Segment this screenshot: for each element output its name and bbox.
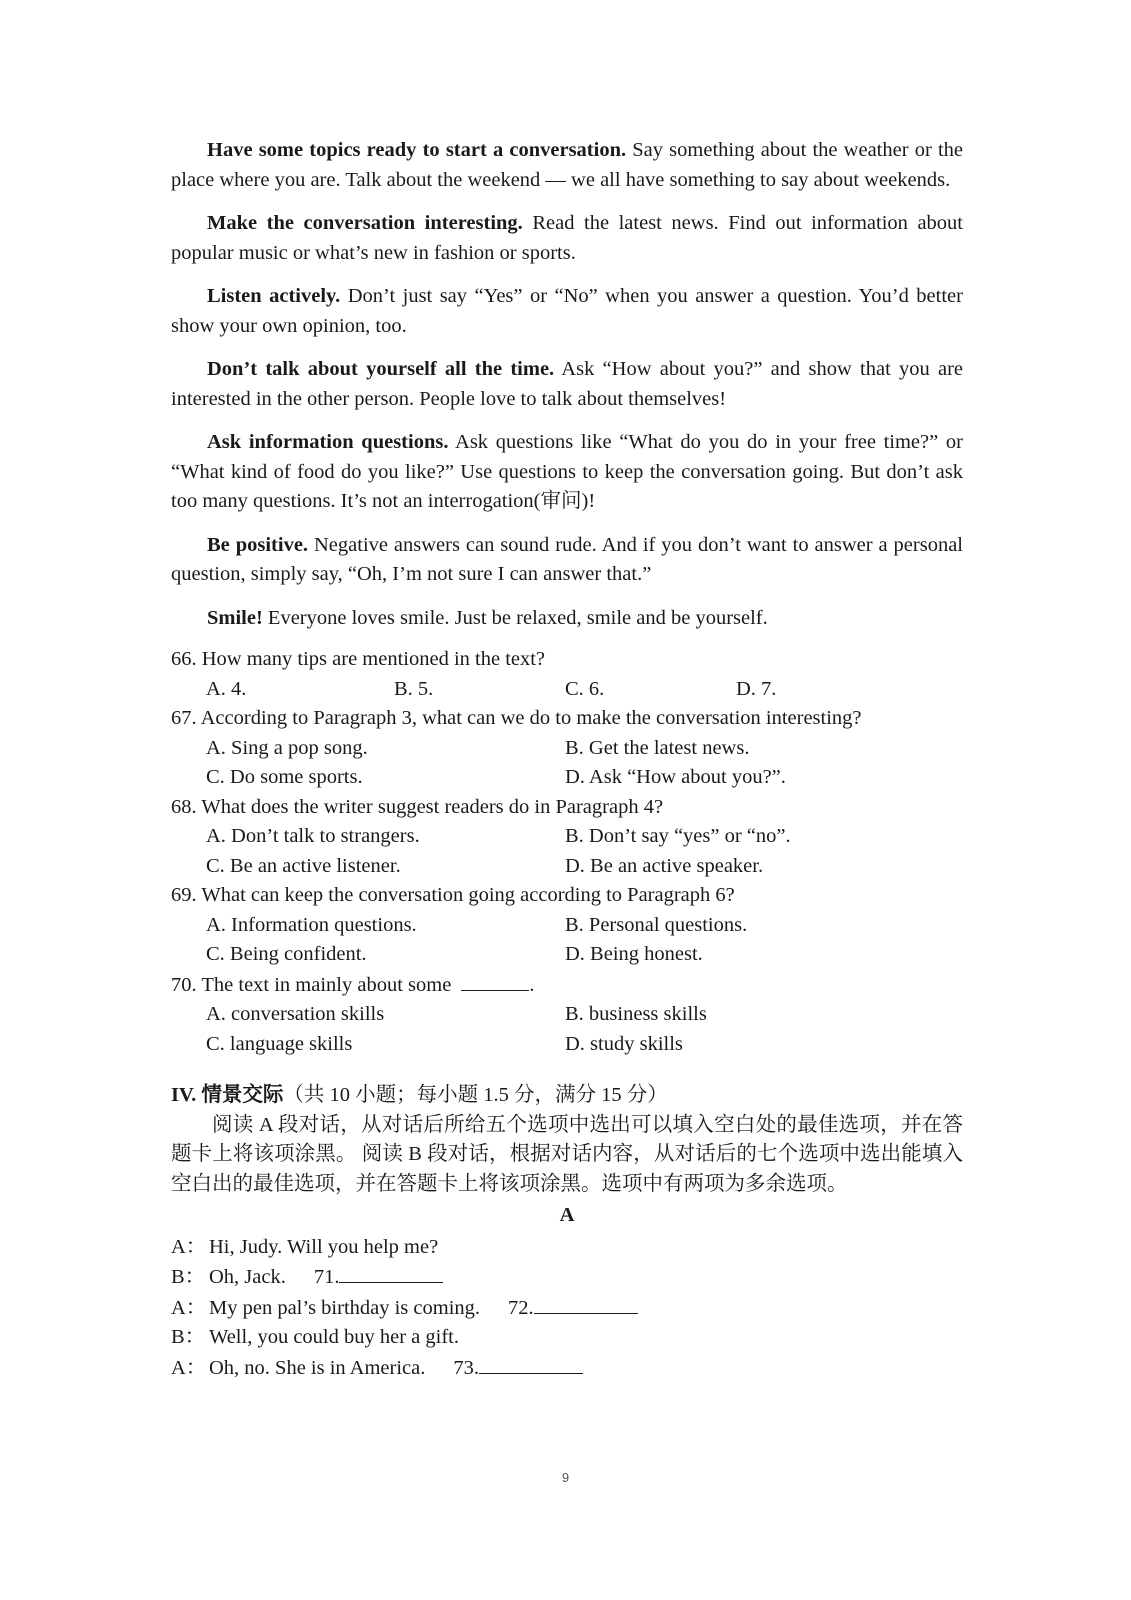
question-stem-end: .	[529, 973, 535, 996]
answer-blank	[461, 970, 529, 991]
tip-heading: Don’t talk about yourself all the time.	[207, 358, 555, 380]
passage-paragraph	[171, 531, 963, 590]
tip-heading: Ask information questions.	[207, 431, 449, 453]
option-c: C. 6.	[565, 677, 605, 700]
answer-blank	[479, 1353, 583, 1374]
question-options	[171, 940, 963, 970]
tip-body: Ask “How about you?” and show that you are interested in the other person. People love to talk about themselves!	[171, 358, 963, 410]
section-heading	[171, 1081, 963, 1111]
question-options	[171, 734, 963, 764]
option-c: C. Be an active listener.	[206, 854, 401, 877]
question-options	[171, 852, 963, 882]
tip-heading: Smile!	[207, 606, 263, 629]
question-68	[171, 793, 963, 882]
line-text: Hi, Judy. Will you help me?	[209, 1235, 439, 1258]
answer-blank	[339, 1262, 443, 1283]
line-text: Oh, no. She is in America.	[209, 1356, 426, 1379]
dialogue-line	[171, 1323, 963, 1353]
dialogue-line	[171, 1353, 963, 1384]
question-67	[171, 704, 963, 793]
tip-body: Negative answers can sound rude. And if you don’t want to answer a personal question, simply say, “Oh, I’m not sure I can answer that.”	[171, 533, 964, 585]
option-d: D. Ask “How about you?”.	[565, 766, 786, 788]
question-stem-line	[171, 970, 963, 1001]
speaker: B：	[171, 1326, 206, 1348]
question-options	[171, 911, 963, 941]
question-69	[171, 881, 963, 970]
tip-body: Read the latest news. Find out information about popular music or what’s new in fashion or sports.	[171, 212, 963, 264]
section-scoring: （共 10 小题；每小题 1.5 分，满分 15 分）	[283, 1084, 668, 1106]
option-b: B. business skills	[565, 1003, 707, 1025]
dialogue-line	[171, 1293, 963, 1324]
passage-paragraph	[171, 282, 963, 341]
question-list	[171, 645, 963, 1059]
question-stem: 69. What can keep the conversation going according to Paragraph 6?	[171, 884, 735, 906]
option-a: A. Sing a pop song.	[206, 736, 368, 759]
option-b: B. Personal questions.	[565, 913, 748, 936]
dialogue-line	[171, 1233, 963, 1263]
speaker: A：	[171, 1235, 207, 1258]
option-a: A. 4.	[206, 677, 247, 700]
tip-heading: Make the conversation interesting.	[207, 212, 523, 234]
passage-paragraph	[171, 604, 963, 634]
passage-paragraph	[171, 428, 963, 517]
blank-number: 72.	[508, 1296, 534, 1319]
tip-body: Everyone loves smile. Just be relaxed, smile and be yourself.	[262, 606, 768, 629]
question-66	[171, 645, 963, 704]
page-number: 9	[561, 1470, 570, 1485]
section-title: IV. 情景交际	[171, 1084, 284, 1106]
option-a: A. Information questions.	[206, 913, 417, 936]
part-label: A	[559, 1204, 575, 1226]
passage-paragraph	[171, 136, 963, 195]
question-stem: 66. How many tips are mentioned in the text?	[171, 648, 546, 670]
speaker: A：	[171, 1356, 207, 1379]
blank-number: 71.	[313, 1266, 340, 1288]
option-c: C. language skills	[206, 1032, 353, 1055]
option-c: C. Being confident.	[206, 943, 367, 965]
question-options	[171, 822, 963, 852]
section-instructions: 阅读 A 段对话，从对话后所给五个选项中选出可以填入空白处的最佳选项，并在答题卡上将该项涂黑。 阅读 B 段对话，根据对话内容，从对话后的七个选项中选出能填入空白出的最佳选项，并在答题卡上将该项涂黑。选项中有两项为多余选项。	[171, 1113, 963, 1195]
tip-heading: Listen actively.	[207, 285, 341, 307]
dialogue-line	[171, 1262, 963, 1293]
tip-heading: Be positive.	[207, 533, 309, 556]
passage-paragraph	[171, 209, 963, 268]
tip-body: Ask questions like “What do you do in your free time?” or “What kind of food do you like?” Use questions to keep the conversation going. But don’t ask too many questions. It’s not an interrogation(审问)!	[171, 431, 963, 512]
option-d: D. Be an active speaker.	[565, 854, 764, 877]
answer-blank	[534, 1293, 638, 1314]
reading-passage	[171, 136, 963, 633]
question-options	[171, 1030, 963, 1060]
speaker: A：	[171, 1296, 207, 1319]
option-c: C. Do some sports.	[206, 766, 363, 788]
option-d: D. study skills	[565, 1032, 683, 1055]
line-text: My pen pal’s birthday is coming.	[209, 1296, 481, 1319]
question-options	[171, 1000, 963, 1030]
option-b: B. Get the latest news.	[565, 736, 750, 759]
speaker: B：	[171, 1266, 206, 1288]
question-stem: 67. According to Paragraph 3, what can we do to make the conversation interesting?	[171, 707, 862, 729]
question-options	[171, 763, 963, 793]
page-content	[171, 136, 963, 1383]
option-a: A. Don’t talk to strangers.	[206, 825, 420, 847]
question-70	[171, 970, 963, 1060]
option-d: D. 7.	[736, 677, 777, 700]
question-stem: 68. What does the writer suggest readers do in Paragraph 4?	[171, 795, 664, 818]
option-d: D. Being honest.	[565, 943, 703, 965]
passage-paragraph	[171, 355, 963, 414]
dialogue	[171, 1233, 963, 1384]
tip-body: Don’t just say “Yes” or “No” when you answer a question. You’d better show your own opinion, too.	[171, 285, 963, 337]
option-b: B. Don’t say “yes” or “no”.	[565, 825, 791, 847]
option-a: A. conversation skills	[206, 1003, 385, 1025]
question-options	[171, 675, 963, 705]
tip-body: Say something about the weather or the place where you are. Talk about the weekend — we all have something to say about weekends.	[171, 139, 963, 191]
line-text: Well, you could buy her a gift.	[209, 1326, 459, 1348]
line-text: Oh, Jack.	[209, 1266, 286, 1288]
option-b: B. 5.	[394, 677, 434, 700]
blank-number: 73.	[453, 1356, 479, 1379]
question-stem: 70. The text in mainly about some	[171, 973, 452, 996]
tip-heading: Have some topics ready to start a conversation.	[207, 139, 627, 161]
